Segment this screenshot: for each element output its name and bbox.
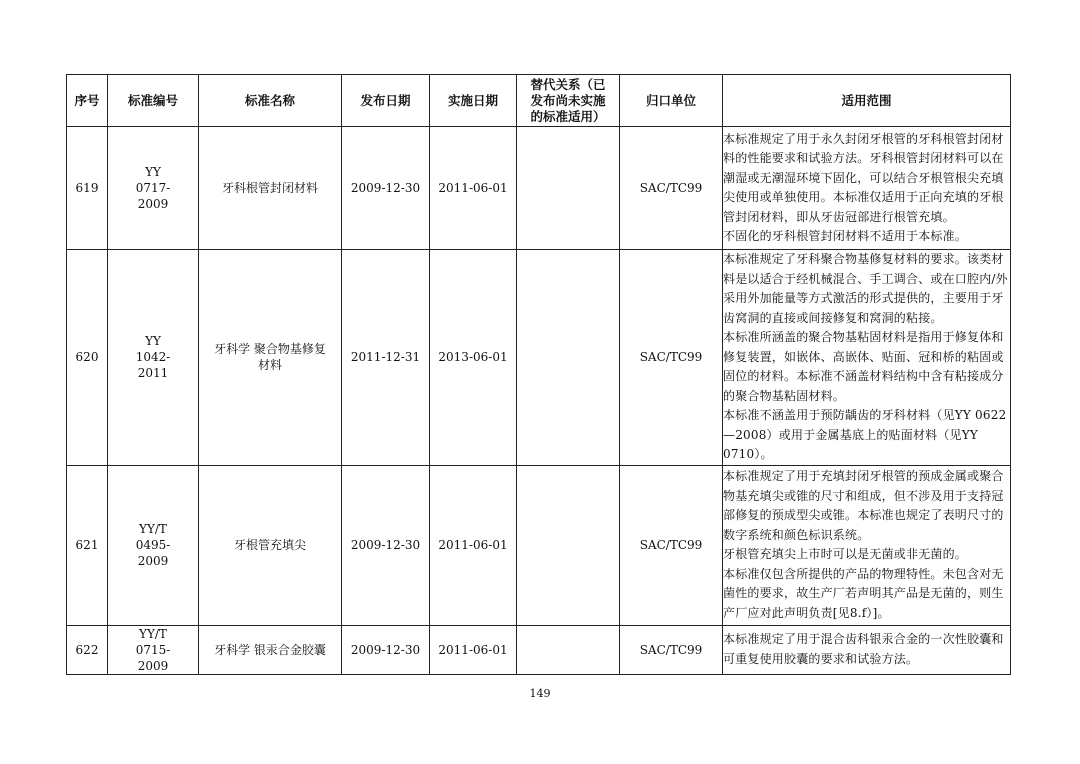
cell-code: YY 0717-2009	[108, 127, 199, 250]
cell-replace	[517, 625, 620, 674]
cell-replace	[517, 127, 620, 250]
table-row	[67, 625, 1011, 674]
cell-scope	[723, 127, 1011, 250]
page-number: 149	[529, 687, 551, 700]
cell-unit: SAC/TC99	[620, 127, 723, 250]
standards-table	[66, 74, 1011, 675]
table-row	[67, 250, 1011, 466]
cell-name: 牙根管充填尖	[199, 465, 342, 625]
cell-no: 619	[67, 127, 108, 250]
cell-unit: SAC/TC99	[620, 625, 723, 674]
cell-name: 牙科学 银汞合金胶囊	[199, 625, 342, 674]
cell-no: 621	[67, 465, 108, 625]
scope-paragraph: 本标准所涵盖的聚合物基粘固材料是指用于修复体和修复装置，如嵌体、高嵌体、贴面、冠和桥的粘固或固位的材料。本标准不涵盖材料结构中含有粘接成分的聚合物基粘固材料。	[723, 330, 1004, 403]
cell-no: 620	[67, 250, 108, 466]
cell-unit: SAC/TC99	[620, 250, 723, 466]
scope-paragraph: 牙根管充填尖上市时可以是无菌或非无菌的。	[723, 547, 968, 561]
header-issue-date: 发布日期	[342, 75, 430, 127]
cell-impl-date: 2011-06-01	[430, 465, 517, 625]
scope-paragraph: 本标准规定了牙科聚合物基修复材料的要求。该类材料是以适合于经机械混合、手工调合、或在口腔内/外采用外加能量等方式激活的形式提供的，主要用于牙齿窝洞的直接或间接修复和窝洞的粘接。	[723, 252, 1008, 325]
cell-name: 牙科学 聚合物基修复材料	[199, 250, 342, 466]
cell-scope	[723, 250, 1011, 466]
cell-impl-date: 2011-06-01	[430, 625, 517, 674]
cell-scope	[723, 465, 1011, 625]
cell-name: 牙科根管封闭材料	[199, 127, 342, 250]
header-code: 标准编号	[108, 75, 199, 127]
cell-replace	[517, 465, 620, 625]
table-row	[67, 127, 1011, 250]
cell-scope	[723, 625, 1011, 674]
cell-impl-date: 2011-06-01	[430, 127, 517, 250]
header-no: 序号	[67, 75, 108, 127]
scope-paragraph: 本标准仅包含所提供的产品的物理特性。未包含对无菌性的要求，故生产厂若声明其产品是无菌的，则生产厂应对此声明负责[见8.f）]。	[723, 566, 1004, 620]
table-row	[67, 465, 1011, 625]
header-name: 标准名称	[199, 75, 342, 127]
cell-no: 622	[67, 625, 108, 674]
cell-issue-date: 2011-12-31	[342, 250, 430, 466]
scope-paragraph: 本标准规定了用于永久封闭牙根管的牙科根管封闭材料的性能要求和试验方法。牙科根管封闭材料可以在潮湿或无潮湿环境下固化，可以结合牙根管根尖充填尖使用或单独使用。本标准仅适用于正向充填的牙根管封闭材料，即从牙齿冠部进行根管充填。	[723, 131, 1004, 224]
cell-issue-date: 2009-12-30	[342, 625, 430, 674]
header-scope: 适用范围	[723, 75, 1011, 127]
cell-unit: SAC/TC99	[620, 465, 723, 625]
cell-impl-date: 2013-06-01	[430, 250, 517, 466]
cell-code: YY 1042-2011	[108, 250, 199, 466]
header-impl-date: 实施日期	[430, 75, 517, 127]
header-unit: 归口单位	[620, 75, 723, 127]
cell-issue-date: 2009-12-30	[342, 127, 430, 250]
cell-code: YY/T 0715-2009	[108, 625, 199, 674]
scope-paragraph: 本标准不涵盖用于预防龋齿的牙科材料（见YY 0622—2008）或用于金属基底上的贴面材料（见YY 0710）。	[723, 408, 1007, 461]
table-header-row	[67, 75, 1011, 127]
cell-issue-date: 2009-12-30	[342, 465, 430, 625]
header-replace: 替代关系（已发布尚未实施的标准适用）	[517, 75, 620, 127]
cell-replace	[517, 250, 620, 466]
cell-code: YY/T 0495-2009	[108, 465, 199, 625]
scope-paragraph: 本标准规定了用于混合齿科银汞合金的一次性胶囊和可重复使用胶囊的要求和试验方法。	[723, 632, 1004, 666]
scope-paragraph: 本标准规定了用于充填封闭牙根管的预成金属或聚合物基充填尖或锥的尺寸和组成，但不涉及用于支持冠部修复的预成型尖或锥。本标准也规定了表明尺寸的数字系统和颜色标识系统。	[723, 469, 1004, 542]
scope-paragraph: 不固化的牙科根管封闭材料不适用于本标准。	[723, 229, 968, 243]
